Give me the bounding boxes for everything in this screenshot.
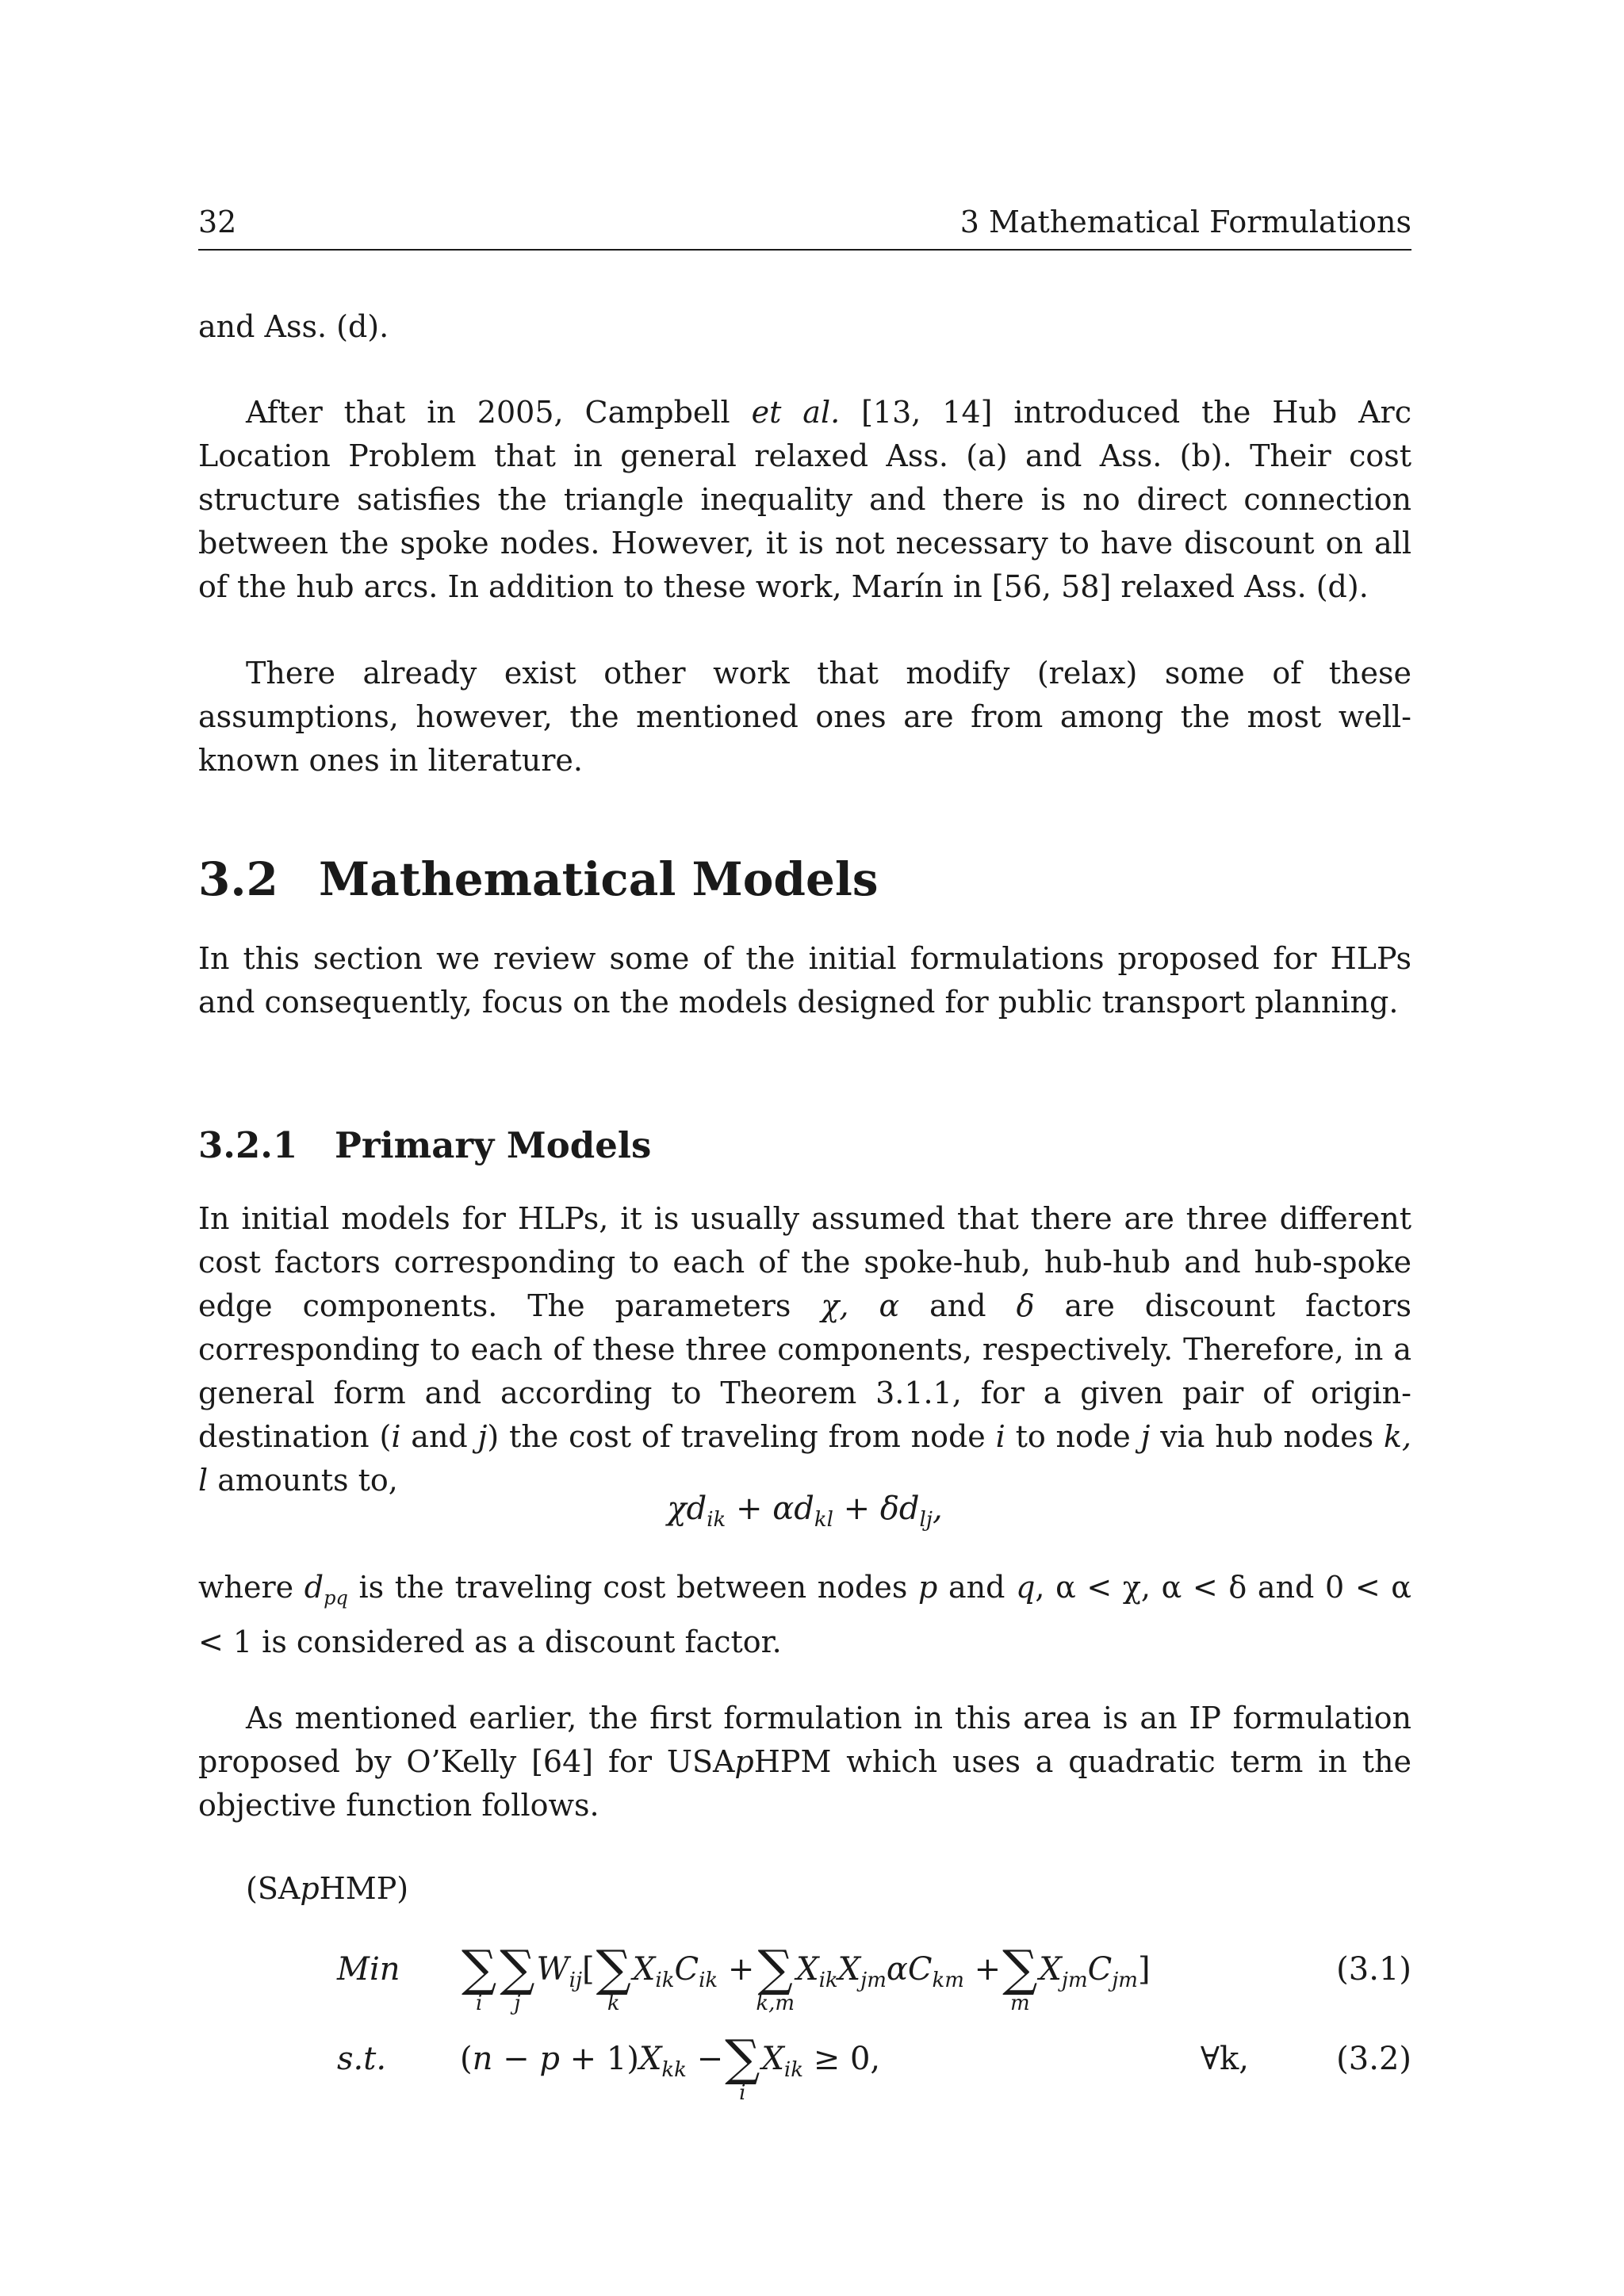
subsection-heading	[198, 1124, 651, 1166]
paragraph-continuation	[198, 305, 1411, 349]
text-run: are discount factors corresponding to each of these three components, respectively. Therefore, in a general form and according to Theorem 3.1.1, for a given pair of origin-destination (	[198, 1288, 1411, 1454]
running-header	[198, 205, 1411, 251]
subsection-title: Primary Models	[335, 1124, 652, 1166]
paragraph-okelly	[198, 1697, 1411, 1827]
text-run: is the traveling cost between nodes	[347, 1570, 918, 1605]
math-symbol: i	[995, 1419, 1005, 1454]
text-run: ) the cost of traveling from node	[487, 1419, 996, 1454]
paragraph-where	[198, 1566, 1411, 1664]
objective-label: Min	[337, 1951, 400, 1988]
equation-constraint	[198, 2029, 1411, 2123]
math-symbol: i	[391, 1419, 401, 1454]
math-symbol: q	[1016, 1570, 1036, 1605]
math-symbol: χ, α	[821, 1288, 900, 1323]
section-title: Mathematical Models	[319, 852, 879, 906]
constraint-expression: $(n - p + 1)X_{kk}$ − ∑ i $X_{ik} \ge 0$,	[460, 2029, 881, 2105]
equation-number: (3.1)	[1336, 1951, 1411, 1988]
math-inline: $d_{pq}$	[304, 1570, 348, 1609]
paragraph-hub-arc	[198, 391, 1411, 609]
math-symbol: p	[734, 1744, 754, 1779]
text-run: As mentioned earlier, the first formulation in this area is an IP formulation proposed by O’Kelly [64] for USA	[198, 1701, 1411, 1779]
paragraph-other-work	[198, 652, 1411, 783]
constraint-quantifier: ∀k,	[1200, 2041, 1249, 2077]
math-symbol: δ	[1016, 1288, 1035, 1323]
math-symbol: j	[1140, 1419, 1151, 1454]
equation-objective	[198, 1939, 1411, 2034]
text-run: where	[198, 1570, 304, 1605]
chapter-title: 3 Mathematical Formulations	[959, 205, 1411, 239]
model-label: (SApHMP)	[246, 1871, 409, 1906]
text-run: and	[899, 1288, 1017, 1323]
section-number: 3.2	[198, 852, 278, 906]
page-number: 32	[198, 205, 237, 239]
objective-expression: ∑ i ∑ j $W_{ij}$[ ∑ k $X_{ik}C_{ik}$ + ∑ k,m $X_{ik}X_{jm}\alpha C_{km}$ + ∑ m $X_{jm}C_{jm}$]	[462, 1939, 1151, 2015]
paragraph-text: In this section we review some of the initial formulations proposed for HLPs and consequently, focus on the models designed for public transport planning.	[198, 941, 1411, 1020]
text-run: , α < χ, α < δ and 0 < α < 1 is considered as a discount factor.	[198, 1570, 1411, 1659]
text-run: HPM which uses a quadratic term in the objective function follows.	[198, 1744, 1411, 1823]
math-symbol: p	[918, 1570, 938, 1605]
subsection-number: 3.2.1	[198, 1124, 298, 1166]
text-run: and	[400, 1419, 478, 1454]
math-symbol: k, l	[198, 1419, 1412, 1498]
text-run: After that in 2005, Campbell	[246, 395, 752, 430]
cost-equation: $\chi d_{ik} + \alpha d_{kl} + \delta d_{lj}$,	[667, 1490, 943, 1532]
section-intro	[198, 937, 1411, 1024]
constraint-label: s.t.	[337, 2041, 387, 2077]
text-run: In initial models for HLPs, it is usually assumed that there are three different cost factors corresponding to each of the spoke-hub, hub-hub and hub-spoke edge components. The parameters	[198, 1201, 1411, 1323]
text-run: and	[937, 1570, 1017, 1605]
text-run: to node	[1005, 1419, 1141, 1454]
text-run-italic: et al.	[751, 395, 841, 430]
text-run: via hub nodes	[1150, 1419, 1384, 1454]
section-heading	[198, 852, 879, 906]
text-run: [13, 14] introduced the Hub Arc Location Problem that in general relaxed Ass. (a) and Ass. (b). Their cost structure satisfies the triangle inequality and there is no direct connection between the spoke nodes. However, it is not necessary to have discount on all of the hub arcs. In addition to these work, Marín in [56, 58] relaxed Ass. (d).	[198, 395, 1411, 604]
text-run: amounts to,	[208, 1463, 398, 1498]
paragraph-text: There already exist other work that modify (relax) some of these assumptions, however, the mentioned ones are from among the most well-known ones in literature.	[198, 656, 1411, 778]
paragraph-text: and Ass. (d).	[198, 309, 389, 344]
equation-number: (3.2)	[1336, 2041, 1411, 2077]
math-symbol: j	[477, 1419, 488, 1454]
paragraph-primary-models	[198, 1197, 1411, 1502]
